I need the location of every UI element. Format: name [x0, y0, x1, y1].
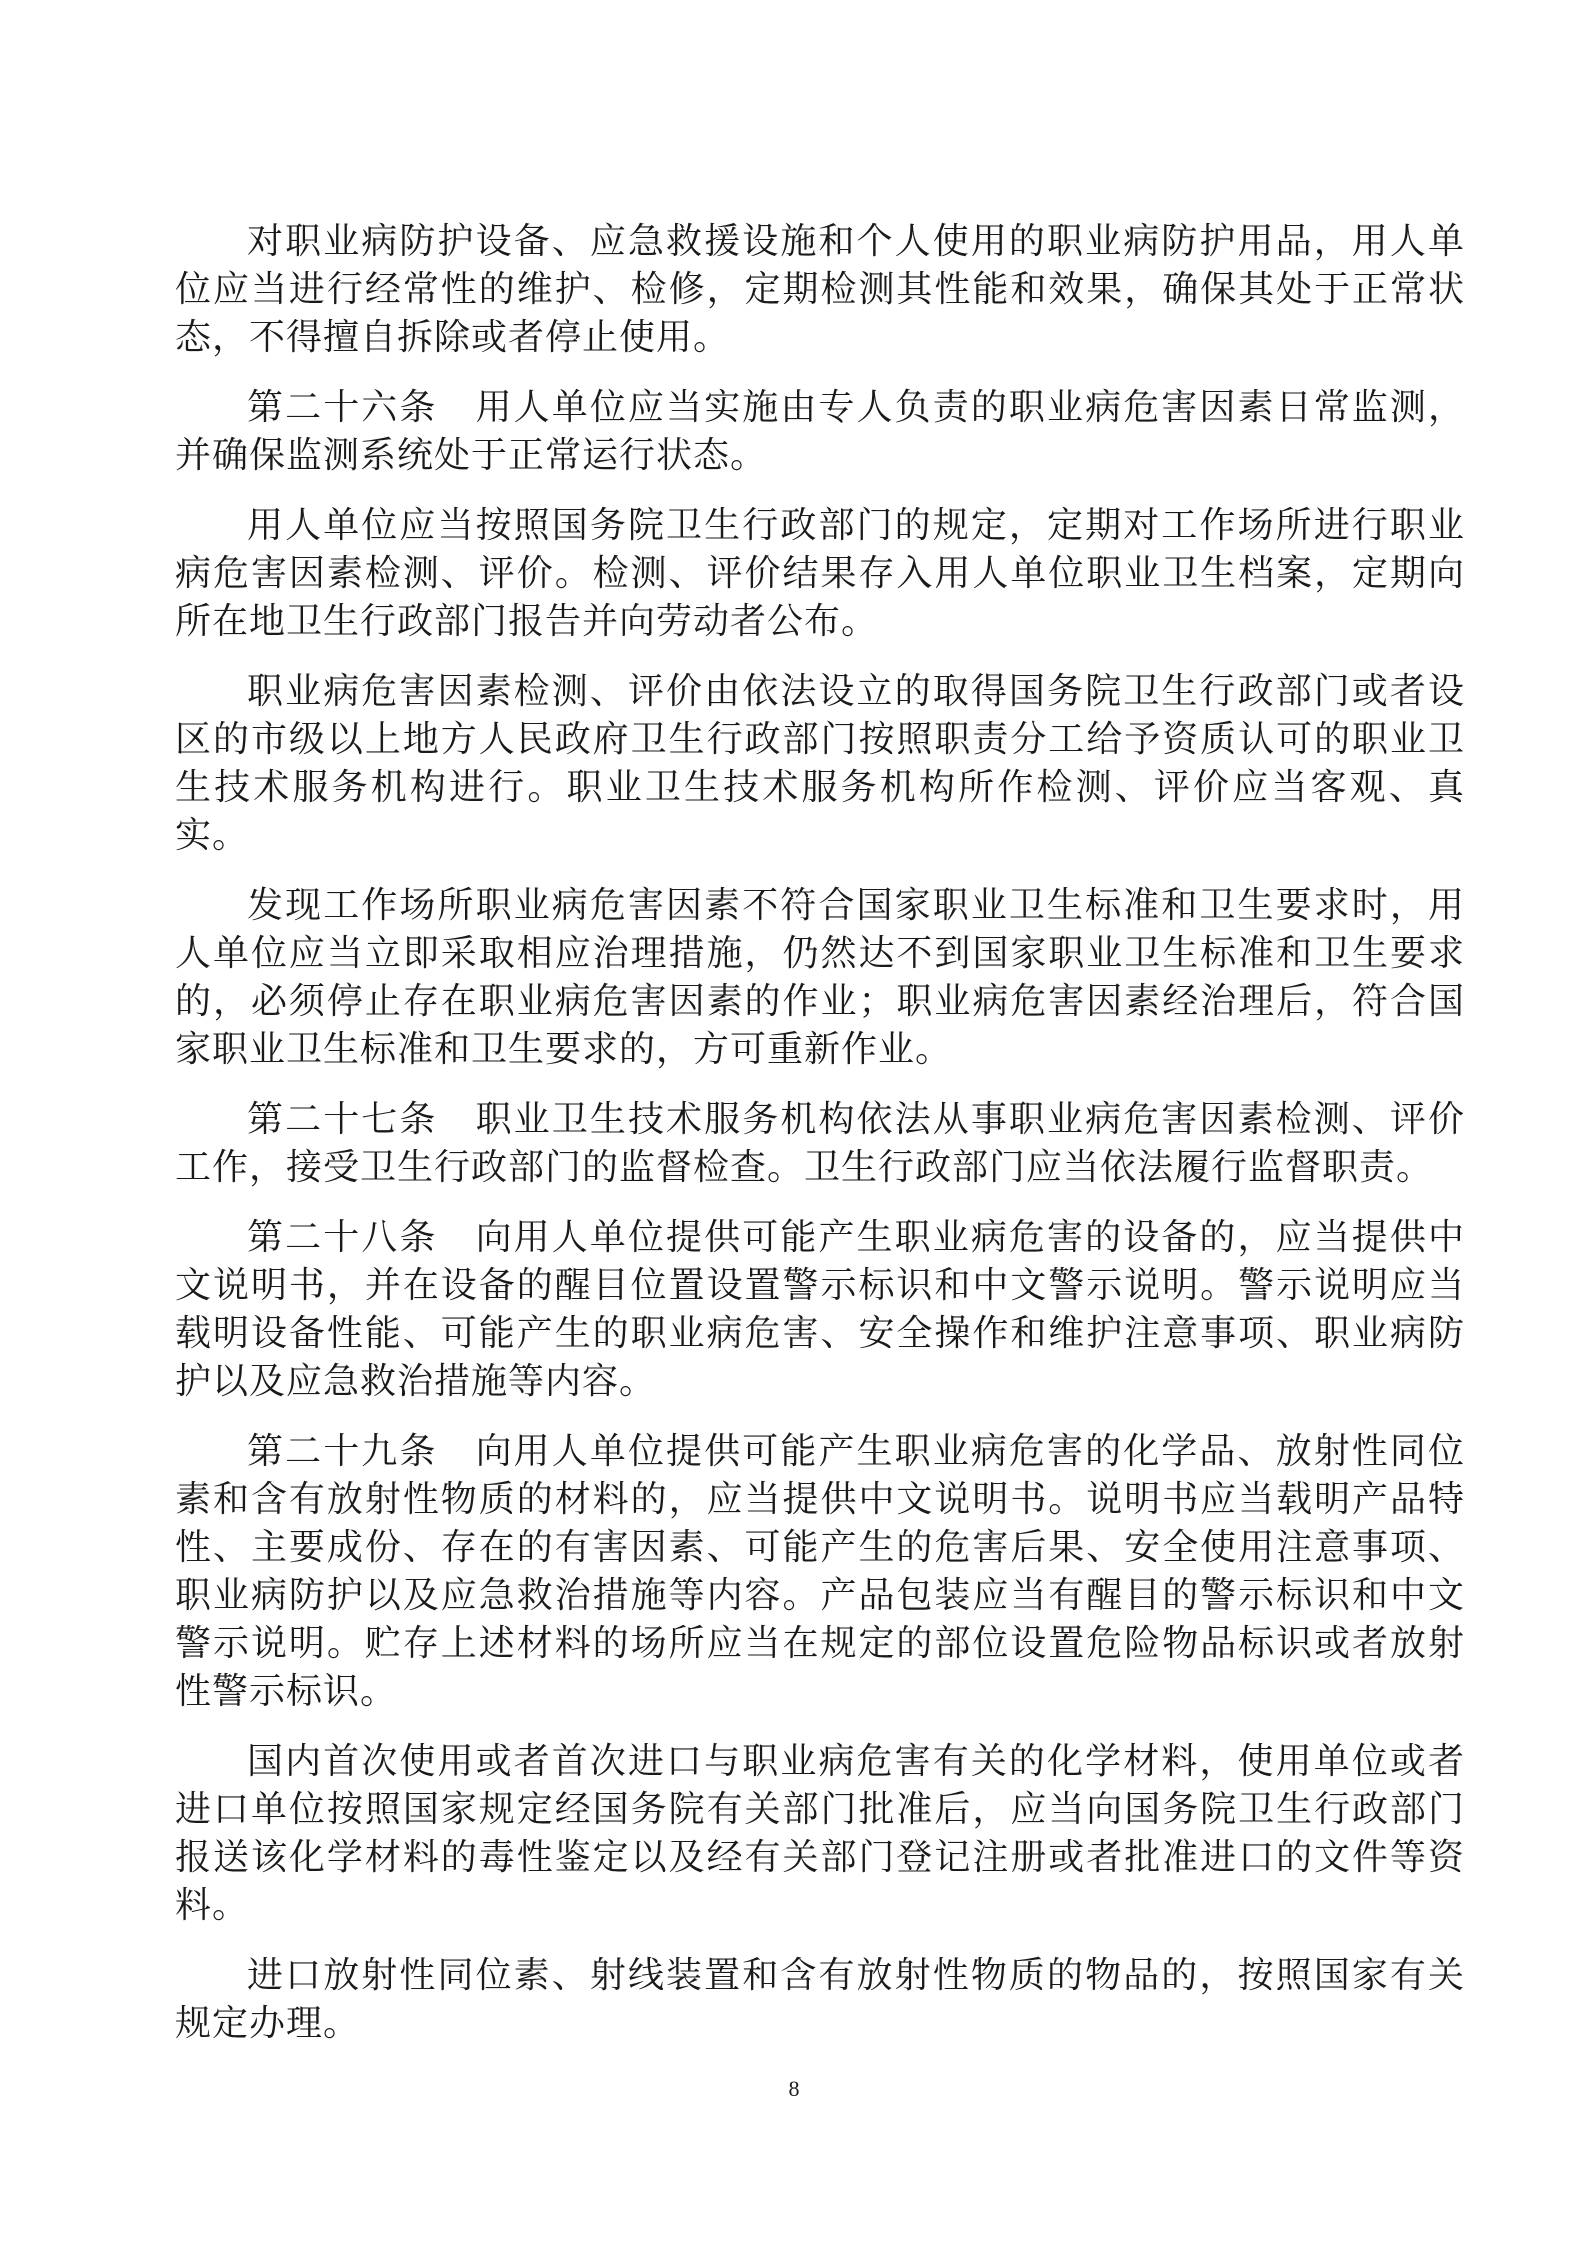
paragraph-periodic-testing: 用人单位应当按照国务院卫生行政部门的规定，定期对工作场所进行职业病危害因素检测、评价。检测、评价结果存入用人单位职业卫生档案，定期向所在地卫生行政部门报告并向劳动者公布。 — [175, 505, 1465, 642]
paragraph-article-29: 第二十九条 向用人单位提供可能产生职业病危害的化学品、放射性同位素和含有放射性物质的材料的，应当提供中文说明书。说明书应当载明产品特性、主要成份、存在的有害因素、可能产生的危害后果、安全使用注意事项、职业病防护以及应急救治措施等内容。产品包装应当有醒目的警示标识和中文警示说明。贮存上述材料的场所应当在规定的部位设置危险物品标识或者放射性警示标识。 — [175, 1431, 1465, 1712]
paragraph-testing-agencies: 职业病危害因素检测、评价由依法设立的取得国务院卫生行政部门或者设区的市级以上地方人民政府卫生行政部门按照职责分工给予资质认可的职业卫生技术服务机构进行。职业卫生技术服务机构所作检测、评价应当客观、真实。 — [175, 671, 1465, 856]
paragraph-chemical-import: 国内首次使用或者首次进口与职业病危害有关的化学材料，使用单位或者进口单位按照国家规定经国务院有关部门批准后，应当向国务院卫生行政部门报送该化学材料的毒性鉴定以及经有关部门登记注册或者批准进口的文件等资料。 — [175, 1741, 1465, 1926]
paragraph-remediation: 发现工作场所职业病危害因素不符合国家职业卫生标准和卫生要求时，用人单位应当立即采取相应治理措施，仍然达不到国家职业卫生标准和卫生要求的，必须停止存在职业病危害因素的作业；职业病危害因素经治理后，符合国家职业卫生标准和卫生要求的，方可重新作业。 — [175, 885, 1465, 1070]
paragraph-radioactive-import: 进口放射性同位素、射线装置和含有放射性物质的物品的，按照国家有关规定办理。 — [175, 1955, 1465, 2044]
page-number: 8 — [788, 2076, 800, 2101]
document-body — [175, 218, 1465, 2070]
paragraph-article-26: 第二十六条 用人单位应当实施由专人负责的职业病危害因素日常监测，并确保监测系统处于正常运行状态。 — [175, 387, 1465, 476]
paragraph-article-27: 第二十七条 职业卫生技术服务机构依法从事职业病危害因素检测、评价工作，接受卫生行政部门的监督检查。卫生行政部门应当依法履行监督职责。 — [175, 1099, 1465, 1188]
paragraph-article-28: 第二十八条 向用人单位提供可能产生职业病危害的设备的，应当提供中文说明书，并在设备的醒目位置设置警示标识和中文警示说明。警示说明应当载明设备性能、可能产生的职业病危害、安全操作和维护注意事项、职业病防护以及应急救治措施等内容。 — [175, 1217, 1465, 1402]
paragraph-maintenance: 对职业病防护设备、应急救援设施和个人使用的职业病防护用品，用人单位应当进行经常性的维护、检修，定期检测其性能和效果，确保其处于正常状态，不得擅自拆除或者停止使用。 — [175, 221, 1465, 358]
